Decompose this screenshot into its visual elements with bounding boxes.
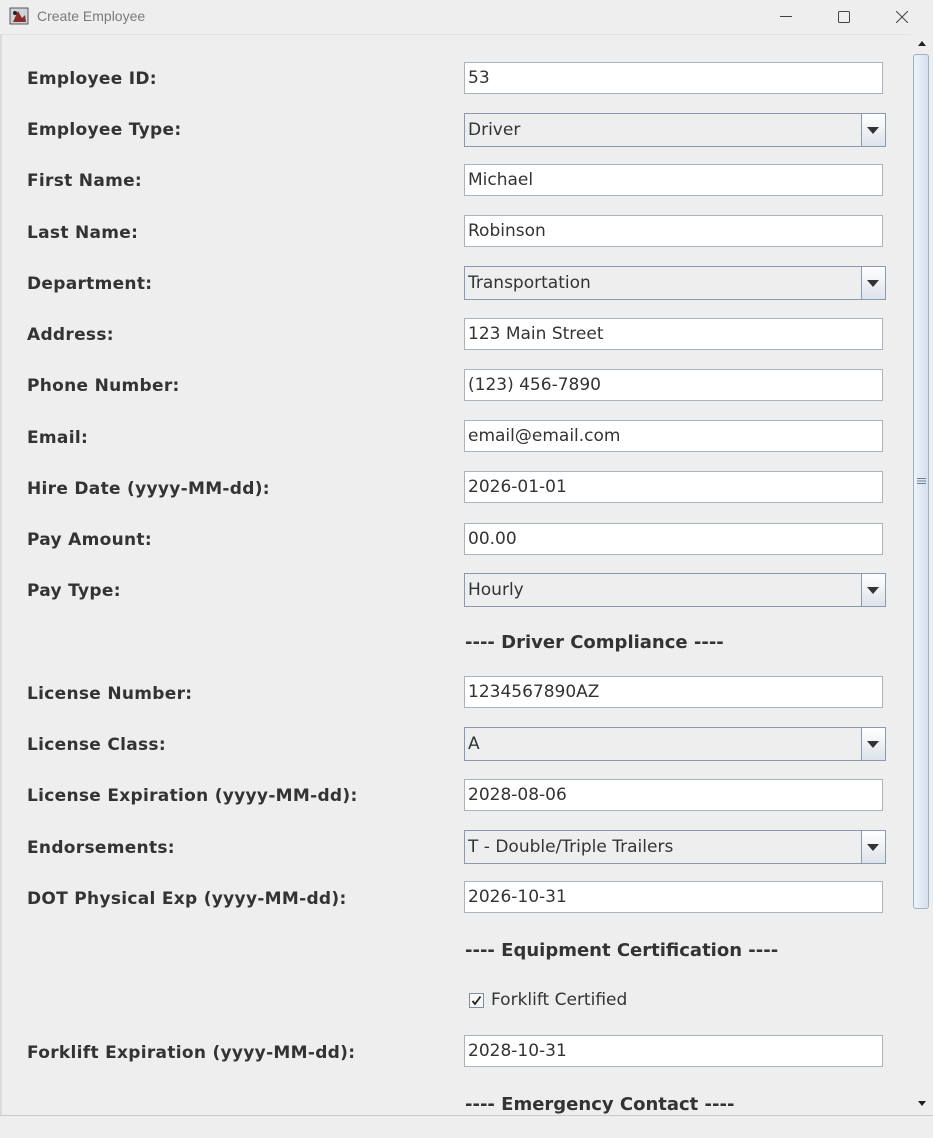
- license-expiration-label: License Expiration (yyyy-MM-dd):: [27, 786, 358, 806]
- java-app-icon: [9, 7, 29, 25]
- department-arrow-button[interactable]: [861, 267, 885, 299]
- arrow-down-icon: [914, 1095, 930, 1111]
- license-expiration-field[interactable]: 2028-08-06: [464, 779, 883, 811]
- license-class-label: License Class:: [27, 735, 166, 755]
- email-field[interactable]: email@email.com: [464, 420, 883, 452]
- employee-type-selected: Driver: [468, 120, 521, 140]
- forklift-certified-label: Forklift Certified: [491, 990, 628, 1010]
- employee-form: [2, 34, 911, 1115]
- dot-physical-label: DOT Physical Exp (yyyy-MM-dd):: [27, 889, 347, 909]
- address-field[interactable]: 123 Main Street: [464, 318, 883, 350]
- hire-date-field[interactable]: 2026-01-01: [464, 471, 883, 503]
- chevron-down-icon: [867, 741, 879, 748]
- minimize-icon: [780, 11, 792, 23]
- pay-type-selected: Hourly: [468, 580, 524, 600]
- pay-type-label: Pay Type:: [27, 581, 121, 601]
- forklift-expiration-field[interactable]: 2028-10-31: [464, 1035, 883, 1067]
- chevron-down-icon: [867, 587, 879, 594]
- driver-compliance-heading: ---- Driver Compliance ----: [465, 632, 724, 653]
- pay-amount-field[interactable]: 00.00: [464, 523, 883, 555]
- minimize-button[interactable]: [757, 0, 815, 34]
- address-label: Address:: [27, 325, 114, 345]
- department-selected: Transportation: [468, 273, 591, 293]
- maximize-icon: [838, 11, 850, 23]
- dot-physical-field[interactable]: 2026-10-31: [464, 881, 883, 913]
- first-name-label: First Name:: [27, 171, 143, 191]
- window-title: Create Employee: [37, 8, 146, 24]
- scroll-thumb[interactable]: [913, 54, 929, 909]
- scroll-down-button[interactable]: [914, 1095, 930, 1111]
- endorsements-selected: T - Double/Triple Trailers: [468, 837, 674, 857]
- last-name-label: Last Name:: [27, 223, 139, 243]
- email-label: Email:: [27, 428, 89, 448]
- chevron-down-icon: [867, 127, 879, 134]
- employee-type-arrow-button[interactable]: [861, 114, 885, 146]
- endorsements-arrow-button[interactable]: [861, 831, 885, 863]
- pay-amount-label: Pay Amount:: [27, 530, 152, 550]
- phone-number-field[interactable]: (123) 456-7890: [464, 369, 883, 401]
- grip-icon: [917, 477, 926, 485]
- endorsements-label: Endorsements:: [27, 838, 175, 858]
- employee-id-field[interactable]: 53: [464, 62, 883, 94]
- forklift-certified-checkbox[interactable]: [469, 993, 484, 1008]
- endorsements-dropdown[interactable]: [464, 830, 886, 864]
- chevron-down-icon: [867, 844, 879, 851]
- employee-type-label: Employee Type:: [27, 120, 182, 140]
- employee-type-dropdown[interactable]: [464, 113, 886, 147]
- equipment-certification-heading: ---- Equipment Certification ----: [465, 940, 779, 961]
- license-class-dropdown[interactable]: [464, 727, 886, 761]
- window-bottom-edge: [0, 1115, 933, 1138]
- license-class-selected: A: [468, 734, 480, 754]
- pay-type-arrow-button[interactable]: [861, 574, 885, 606]
- emergency-contact-heading: ---- Emergency Contact ----: [465, 1094, 735, 1115]
- chevron-down-icon: [867, 280, 879, 287]
- vertical-scrollbar[interactable]: [911, 34, 933, 1115]
- forklift-expiration-label: Forklift Expiration (yyyy-MM-dd):: [27, 1043, 356, 1063]
- department-label: Department:: [27, 274, 153, 294]
- hire-date-label: Hire Date (yyyy-MM-dd):: [27, 479, 270, 499]
- license-number-field[interactable]: 1234567890AZ: [464, 676, 883, 708]
- license-number-label: License Number:: [27, 684, 193, 704]
- arrow-up-icon: [914, 36, 930, 52]
- pay-type-dropdown[interactable]: [464, 573, 886, 607]
- scroll-up-button[interactable]: [914, 36, 930, 52]
- close-icon: [896, 11, 908, 23]
- last-name-field[interactable]: Robinson: [464, 215, 883, 247]
- first-name-field[interactable]: Michael: [464, 164, 883, 196]
- employee-id-label: Employee ID:: [27, 69, 157, 89]
- department-dropdown[interactable]: [464, 266, 886, 300]
- title-bar: [0, 0, 933, 35]
- close-button[interactable]: [873, 0, 931, 34]
- phone-number-label: Phone Number:: [27, 376, 180, 396]
- checkmark-icon: [471, 995, 482, 1006]
- maximize-button[interactable]: [815, 0, 873, 34]
- license-class-arrow-button[interactable]: [861, 728, 885, 760]
